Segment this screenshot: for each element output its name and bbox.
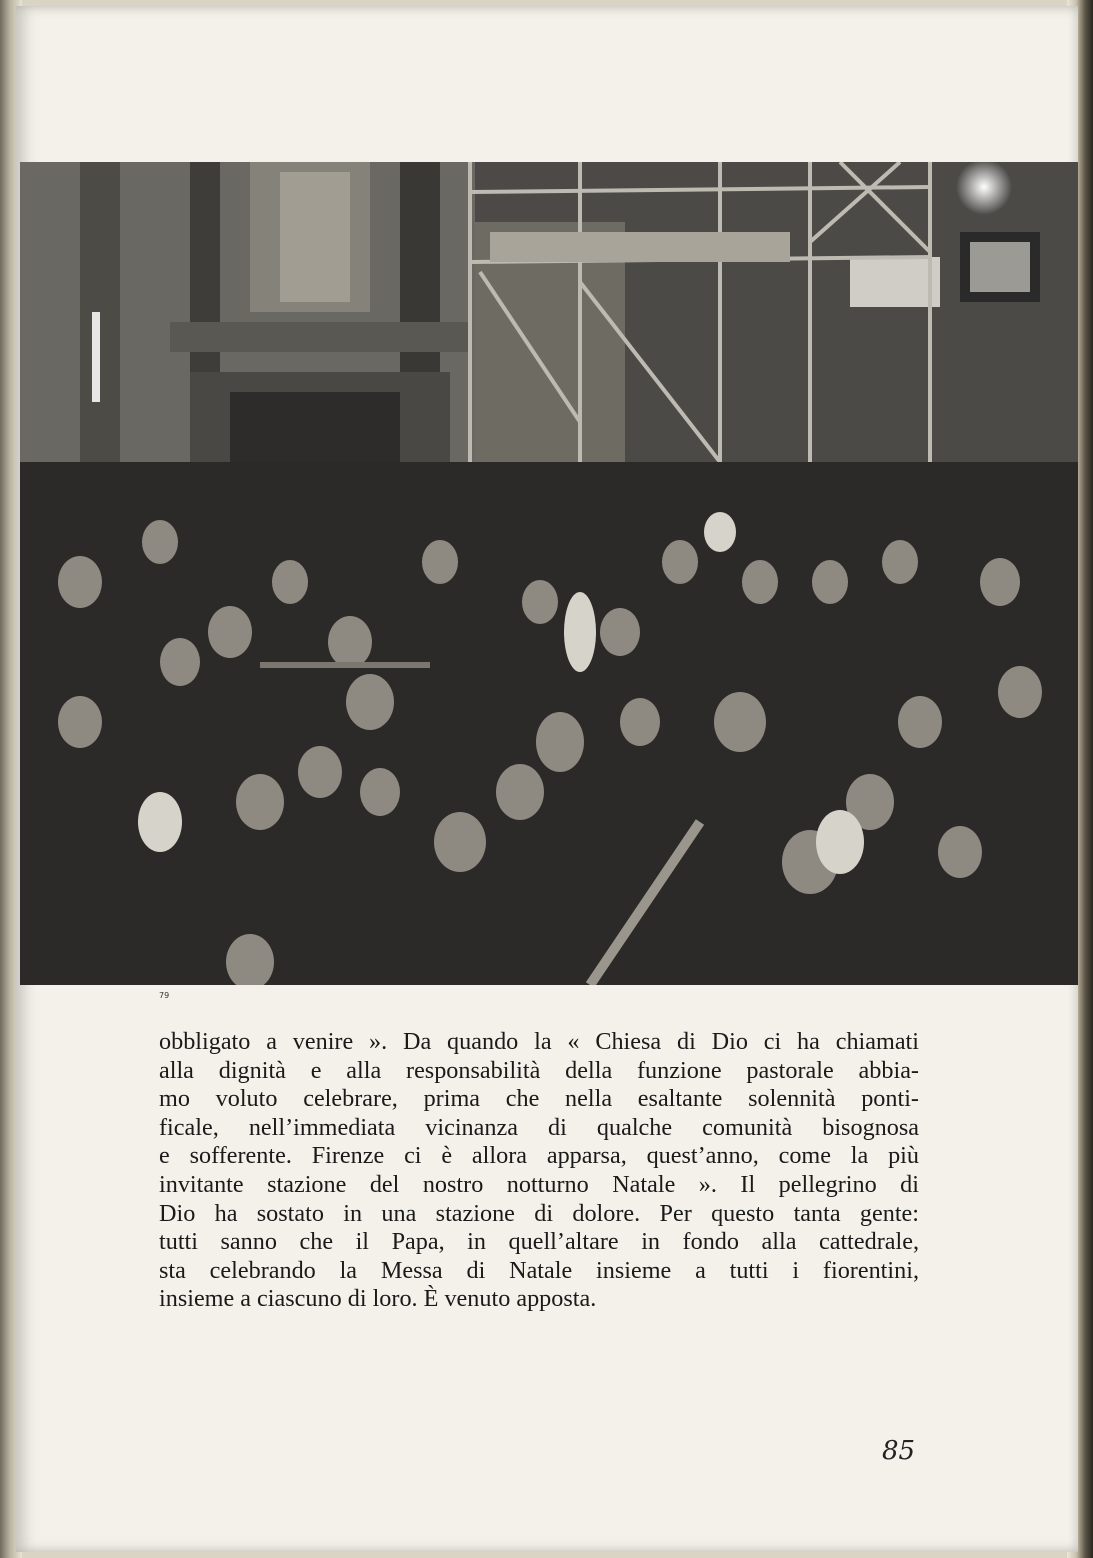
text-line: alla dignità e alla responsabilità della funzione pastorale abbia- [159, 1056, 919, 1084]
text-line: ficale, nell’immediata vicinanza di qualche comunità bisognosa [159, 1113, 919, 1141]
text-line: Dio ha sostato in una stazione di dolore. Per questo tanta gente: [159, 1199, 919, 1227]
text-line: tutti sanno che il Papa, in quell’altare in fondo alla cattedrale, [159, 1228, 919, 1256]
text-line: mo voluto celebrare, prima che nella esaltante solennità ponti- [159, 1085, 919, 1113]
book-page [16, 6, 1078, 1552]
page-number: 85 [882, 1436, 916, 1466]
text-line: e sofferente. Firenze ci è allora apparsa, quest’anno, come la più [159, 1142, 919, 1170]
photo-caption-number: 79 [159, 991, 170, 1000]
text-line: insieme a ciascuno di loro. È venuto apposta. [159, 1285, 597, 1313]
crowd-photograph [20, 162, 1078, 985]
text-line: obbligato a venire ». Da quando la « Chiesa di Dio ci ha chiamati [159, 1028, 919, 1055]
body-paragraph [159, 1028, 919, 1314]
text-line: invitante stazione del nostro notturno Natale ». Il pellegrino di [159, 1170, 919, 1198]
text-line: sta celebrando la Messa di Natale insieme a tutti i fiorentini, [159, 1256, 919, 1284]
